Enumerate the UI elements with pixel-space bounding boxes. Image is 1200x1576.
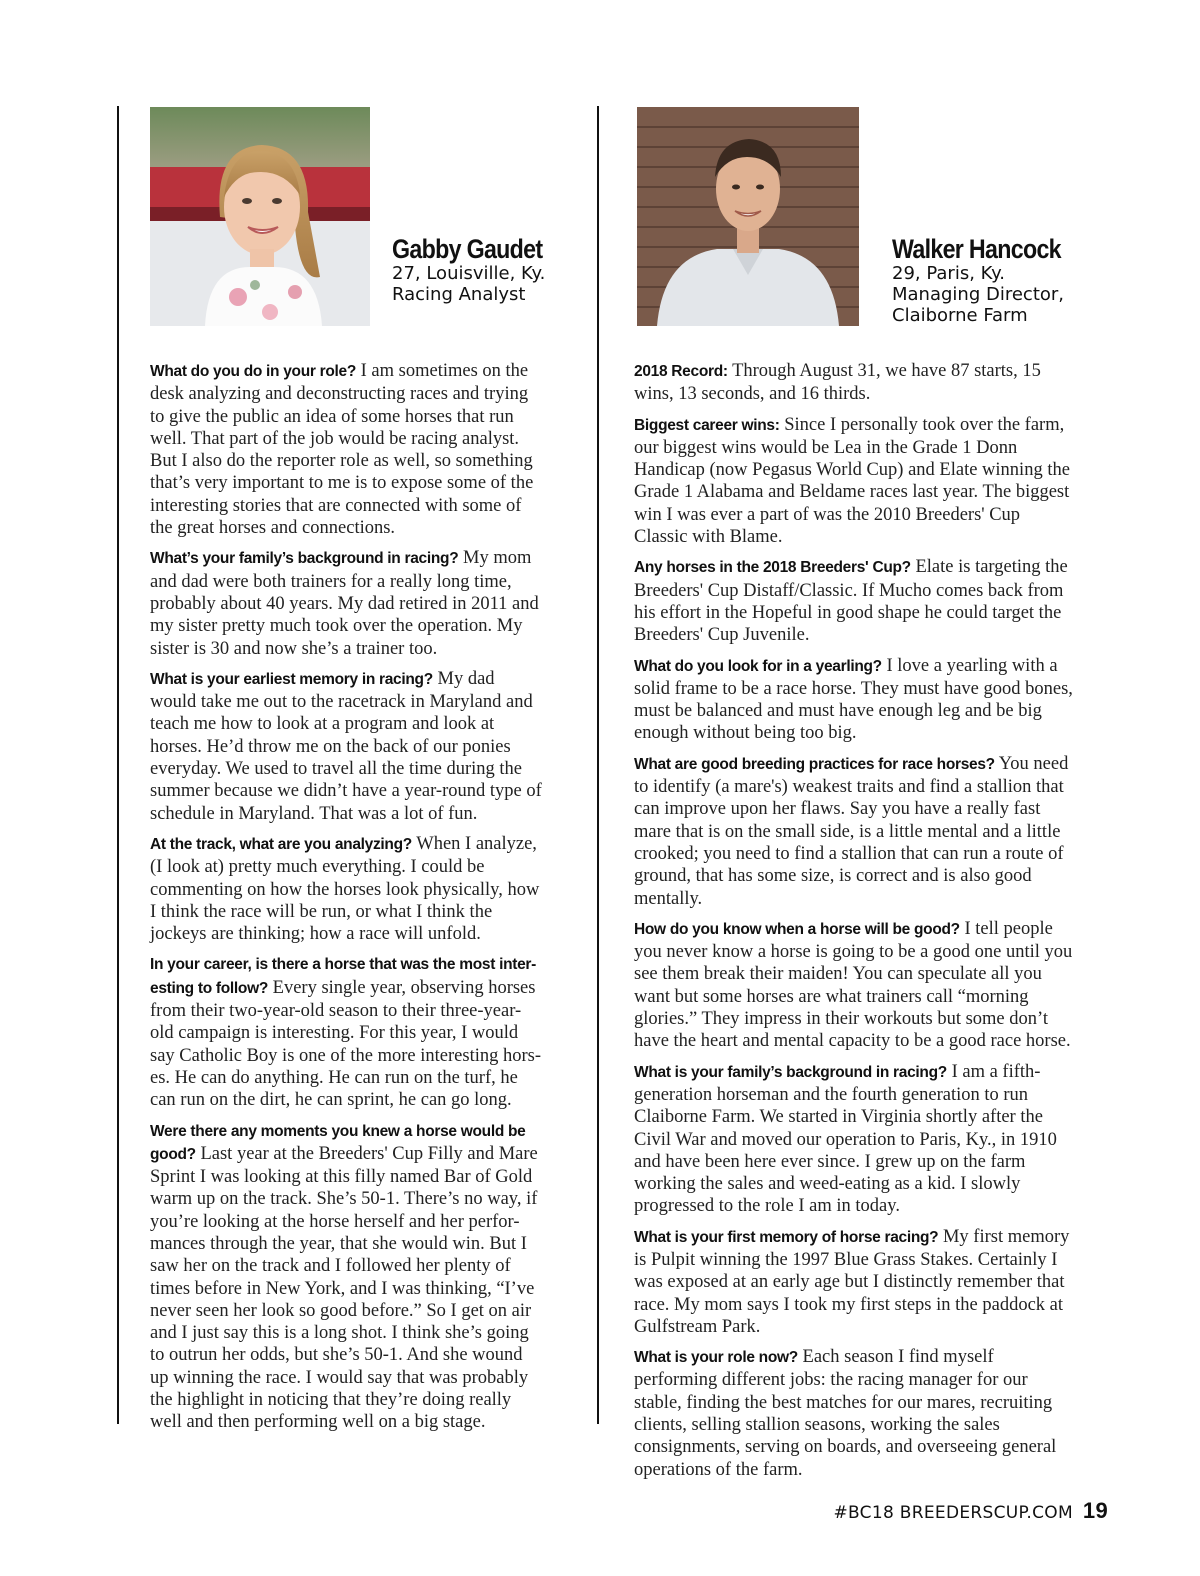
qa-answer: I love a yearling with a solid frame to be a race horse. They must have good bones, must be balanced and must have enough leg and be big enough without being too big. (634, 655, 1073, 744)
qa-item (150, 953, 542, 1111)
qa-item (634, 655, 1074, 745)
left-column-rule (117, 106, 119, 1424)
left-profile-title: Racing Analyst (392, 284, 526, 305)
qa-item (150, 360, 542, 539)
qa-item (150, 668, 542, 825)
left-profile-age-location: 27, Louisville, Ky. (392, 263, 546, 284)
qa-question: What do you look for in a yearling? (634, 657, 882, 675)
page-number: 19 (1082, 1498, 1108, 1523)
right-profile-title: Managing Director, (892, 284, 1065, 305)
qa-answer: I am sometimes on the desk analyzing and deconstructing races and trying to give the public an idea of some horses that run well. That part of the job would be racing analyst. But I also do the reporter role as well, so something that’s very important to me is to expose some of the interesting stories that are connected with some of the great horses and connections. (150, 361, 534, 539)
qa-item (150, 1120, 542, 1434)
right-profile-age-location: 29, Paris, Ky. (892, 263, 1005, 284)
qa-question: At the track, what are you analyzing? (150, 835, 412, 853)
qa-item (634, 753, 1074, 910)
qa-question: What is your family’s background in racing? (634, 1063, 947, 1081)
qa-answer: My first memory is Pulpit winning the 1997 Blue Grass Stakes. Certainly I was exposed at an early age but I distinctly remember that race. My mom says I took my first steps in the paddock at Gulfstream Park. (634, 1226, 1070, 1337)
qa-question: Were there any moments you knew a horse would be good? (150, 1122, 526, 1163)
page-footer (833, 1498, 1108, 1524)
qa-item (634, 1346, 1074, 1481)
qa-item (634, 556, 1074, 646)
qa-question: What’s your family’s background in racing? (150, 550, 459, 568)
qa-answer: Since I personally took over the farm, our biggest wins would be Lea in the Grade 1 Donn Handicap (now Pegasus World Cup) and Elate winning the Grade 1 Alabama and Beldame races last year. The biggest win I was ever a part of was the 2010 Breeders' Cup Classic with Blame. (634, 414, 1070, 548)
qa-answer: I am a fifth-generation horseman and the fourth generation to run Claiborne Farm. We started in Virginia shortly after the Civil War and moved our operation to Paris, Ky., in 1910 and have been here ever since. I grew up on the farm working the sales and weed-eating as a kid. I slowly progressed to the role I am in today. (634, 1061, 1057, 1217)
qa-answer: Each season I find myself performing different jobs: the racing manager for our stable, finding the best matches for our mares, recruiting clients, selling stallion seasons, working the sales consignments, serving on boards, and overseeing general operations of the farm. (634, 1347, 1057, 1480)
qa-answer: Last year at the Breeders' Cup Filly and Mare Sprint I was looking at this filly named Bar of Gold warm up on the track. She’s 50-1. There’s no way, if you’re looking at the horse herself and her perfor-mances through the year, that she would win. But I saw her on the track and I followed her plenty of times before in New York, and I was thinking, “I’ve never seen her look so good before.” So I get on air and I just say this is a long shot. I think she’s going to outrun her odds, but she’s 50-1. And she wound up winning the race. I would say that was probably the highlight in noticing that they’re doing really well and then performing well on a big stage. (150, 1143, 538, 1433)
qa-answer: Every single year, observing horses from their two-year-old season to their three-year-old campaign is interesting. For this year, I would say Catholic Boy is one of the more interesting hors-es. He can do anything. He can run on the turf, he can run on the dirt, he can sprint, he can go long. (150, 977, 541, 1111)
gabby-gaudet-photo (150, 107, 370, 326)
qa-item (634, 1061, 1074, 1218)
qa-question: 2018 Record: (634, 363, 728, 380)
qa-question: What is your earliest memory in racing? (150, 670, 433, 688)
left-profile-name: Gabby Gaudet (392, 234, 543, 264)
walker-hancock-photo (637, 107, 859, 326)
qa-question: Biggest career wins: (634, 416, 780, 434)
right-profile-organization: Claiborne Farm (892, 305, 1028, 326)
qa-answer: You need to identify (a mare's) weakest traits and find a stallion that can improve upon her flaws. Say you have a really fast mare that is on the small side, is a little mental and a little crooked; you need to find a stallion that can run a route of ground, that has some size, is correct and is also good mentally. (634, 753, 1069, 909)
qa-question: What are good breeding practices for race horses? (634, 755, 995, 773)
qa-question: In your career, is there a horse that was the most inter-esting to follow? (150, 956, 537, 997)
right-qa-column (634, 360, 1074, 1489)
qa-question: How do you know when a horse will be good? (634, 920, 960, 938)
footer-site: #BC18 BREEDERSCUP.COM (833, 1503, 1073, 1523)
qa-item (150, 833, 542, 945)
qa-question: What is your first memory of horse racing? (634, 1228, 939, 1246)
qa-answer: My dad would take me out to the racetrack in Maryland and teach me how to look at a program and look at horses. He’d throw me on the back of our ponies everyday. We used to travel all the time during the summer because we didn’t have a year-round type of schedule in Maryland. That was a lot of fun. (150, 668, 542, 824)
qa-answer: Elate is targeting the Breeders' Cup Distaff/Classic. If Mucho comes back from his effort in the Hopeful in good shape he could target the Breeders' Cup Juvenile. (634, 557, 1068, 646)
qa-item (634, 918, 1074, 1053)
left-qa-column (150, 360, 542, 1442)
qa-answer: I tell people you never know a horse is going to be a good one until you see them break their maiden! You can speculate all you want but some horses are what trainers call “morning glories.” They impress in their workouts but some don’t have the heart and mental capacity to be a good race horse. (634, 918, 1073, 1052)
qa-item (634, 360, 1074, 406)
qa-item (634, 414, 1074, 549)
qa-answer: My mom and dad were both trainers for a really long time, probably about 40 years. My dad retired in 2011 and my sister pretty much took over the operation. My sister is 30 and now she’s a trainer too. (150, 548, 539, 659)
qa-answer: Through August 31, we have 87 starts, 15 wins, 13 seconds, and 16 thirds. (634, 361, 1041, 405)
qa-question: Any horses in the 2018 Breeders' Cup? (634, 559, 911, 577)
center-column-rule (597, 106, 599, 1424)
qa-answer: When I analyze, (I look at) pretty much everything. I could be commenting on how the horses look physically, how I think the race will be run, or what I think the jockeys are thinking; how a race will unfold. (150, 833, 540, 945)
qa-item (150, 547, 542, 659)
right-profile-name: Walker Hancock (892, 234, 1061, 264)
qa-question: What is your role now? (634, 1349, 798, 1367)
qa-question: What do you do in your role? (150, 363, 357, 380)
qa-item (634, 1226, 1074, 1338)
